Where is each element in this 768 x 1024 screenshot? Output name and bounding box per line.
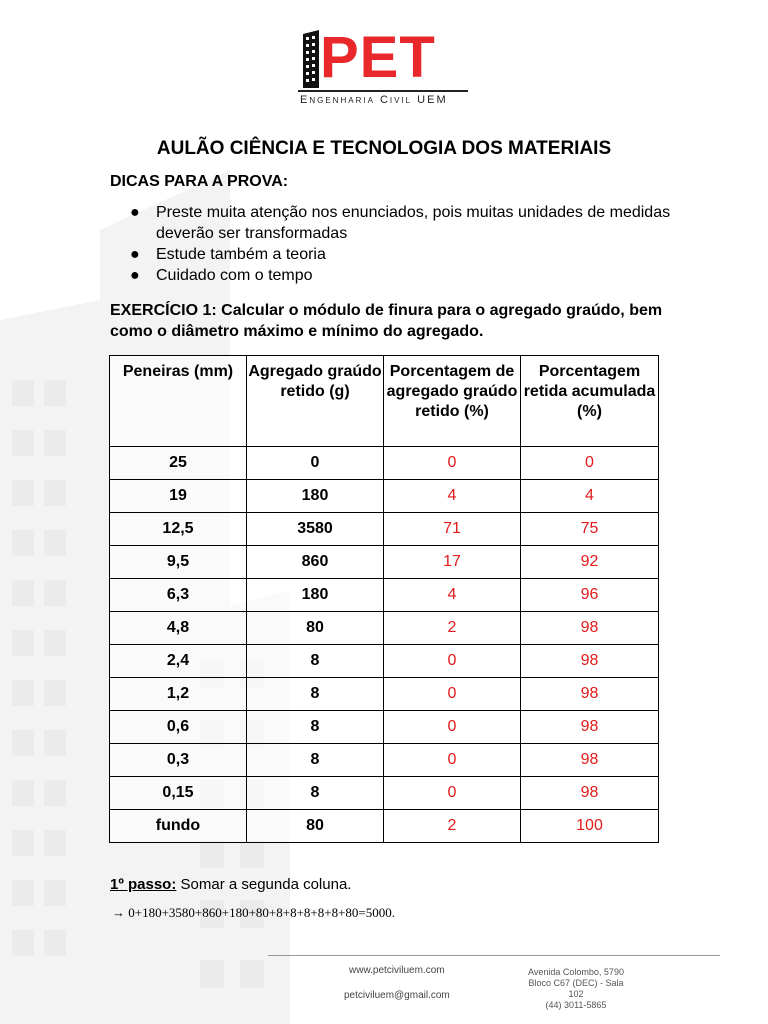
table-row (110, 744, 659, 777)
table-row (110, 810, 659, 843)
logo-subtitle: Engenharia Civil UEM (300, 94, 448, 106)
cell-mass: 180 (247, 480, 384, 513)
cell-percent: 0 (384, 744, 521, 777)
cell-cumulative: 98 (521, 678, 659, 711)
cell-percent: 4 (384, 480, 521, 513)
tips-list (130, 202, 690, 286)
footer-website: www.petciviluem.com (349, 965, 445, 976)
table-body (110, 447, 659, 843)
step-instruction (110, 876, 351, 893)
cell-cumulative: 98 (521, 612, 659, 645)
cell-percent: 71 (384, 513, 521, 546)
table-row (110, 612, 659, 645)
tips-heading: DICAS PARA A PROVA: (110, 173, 289, 190)
cell-cumulative: 75 (521, 513, 659, 546)
cell-percent: 0 (384, 777, 521, 810)
cell-cumulative: 98 (521, 645, 659, 678)
cell-mass: 8 (247, 777, 384, 810)
cell-mass: 80 (247, 810, 384, 843)
table-row (110, 579, 659, 612)
step-label: 1º passo: (110, 876, 177, 893)
table-row (110, 480, 659, 513)
address-line: Avenida Colombo, 5790 (528, 967, 624, 977)
cell-mass: 8 (247, 744, 384, 777)
bullet-icon: ● (130, 246, 140, 263)
bullet-icon: ● (130, 267, 140, 284)
cell-mass: 80 (247, 612, 384, 645)
header-cumulative-percent: Porcentagem retida acumulada (%) (521, 356, 659, 447)
cell-mass: 8 (247, 645, 384, 678)
cell-percent: 0 (384, 711, 521, 744)
footer-email: petciviluem@gmail.com (344, 990, 450, 1001)
cell-sieve: fundo (110, 810, 247, 843)
address-line: (44) 3011-5865 (545, 1000, 607, 1010)
table-row (110, 546, 659, 579)
footer-divider (268, 955, 720, 956)
cell-sieve: 0,3 (110, 744, 247, 777)
tip-text: Preste muita atenção nos enunciados, pois muitas unidades de medidas deverão ser transformadas (156, 204, 671, 242)
footer-address (520, 967, 632, 1011)
cell-mass: 860 (247, 546, 384, 579)
cell-cumulative: 0 (521, 447, 659, 480)
cell-cumulative: 98 (521, 777, 659, 810)
cell-sieve: 2,4 (110, 645, 247, 678)
cell-mass: 3580 (247, 513, 384, 546)
list-item (130, 244, 690, 265)
table-row (110, 447, 659, 480)
tip-text: Cuidado com o tempo (156, 267, 313, 284)
cell-sieve: 19 (110, 480, 247, 513)
table-row (110, 513, 659, 546)
page-title: AULÃO CIÊNCIA E TECNOLOGIA DOS MATERIAIS (156, 138, 612, 159)
table-row (110, 678, 659, 711)
table-row (110, 711, 659, 744)
address-line: Bloco C67 (DEC) - Sala 102 (528, 978, 624, 999)
cell-percent: 2 (384, 810, 521, 843)
cell-cumulative: 100 (521, 810, 659, 843)
cell-sieve: 0,6 (110, 711, 247, 744)
sum-calculation: → 0+180+3580+860+180+80+8+8+8+8+8+80=5000. (112, 905, 395, 920)
step-text: Somar a segunda coluna. (176, 876, 352, 893)
cell-percent: 2 (384, 612, 521, 645)
cell-percent: 17 (384, 546, 521, 579)
cell-sieve: 1,2 (110, 678, 247, 711)
cell-sieve: 4,8 (110, 612, 247, 645)
cell-cumulative: 92 (521, 546, 659, 579)
cell-mass: 180 (247, 579, 384, 612)
header-retained-percent: Porcentagem de agregado graúdo retido (%) (384, 356, 521, 447)
cell-mass: 8 (247, 678, 384, 711)
cell-sieve: 9,5 (110, 546, 247, 579)
cell-sieve: 25 (110, 447, 247, 480)
table-header-row (110, 356, 659, 447)
pet-logo (298, 25, 470, 110)
cell-percent: 4 (384, 579, 521, 612)
cell-cumulative: 96 (521, 579, 659, 612)
cell-mass: 8 (247, 711, 384, 744)
logo-divider (298, 90, 468, 92)
cell-cumulative: 4 (521, 480, 659, 513)
cell-cumulative: 98 (521, 744, 659, 777)
table-row (110, 777, 659, 810)
sieve-analysis-table (109, 355, 659, 843)
cell-sieve: 12,5 (110, 513, 247, 546)
building-tower-icon (301, 30, 321, 88)
list-item (130, 202, 690, 244)
list-item (130, 265, 690, 286)
cell-percent: 0 (384, 678, 521, 711)
cell-sieve: 6,3 (110, 579, 247, 612)
logo-wordmark: PET (320, 25, 436, 90)
tip-text: Estude também a teoria (156, 246, 326, 263)
header-retained-mass: Agregado graúdo retido (g) (247, 356, 384, 447)
cell-percent: 0 (384, 447, 521, 480)
table-row (110, 645, 659, 678)
cell-sieve: 0,15 (110, 777, 247, 810)
exercise-statement: EXERCÍCIO 1: Calcular o módulo de finura para o agregado graúdo, bem como o diâmetro máximo e mínimo do agregado. (110, 302, 663, 340)
cell-percent: 0 (384, 645, 521, 678)
bullet-icon: ● (130, 204, 140, 221)
cell-cumulative: 98 (521, 711, 659, 744)
header-sieves: Peneiras (mm) (110, 356, 247, 447)
cell-mass: 0 (247, 447, 384, 480)
